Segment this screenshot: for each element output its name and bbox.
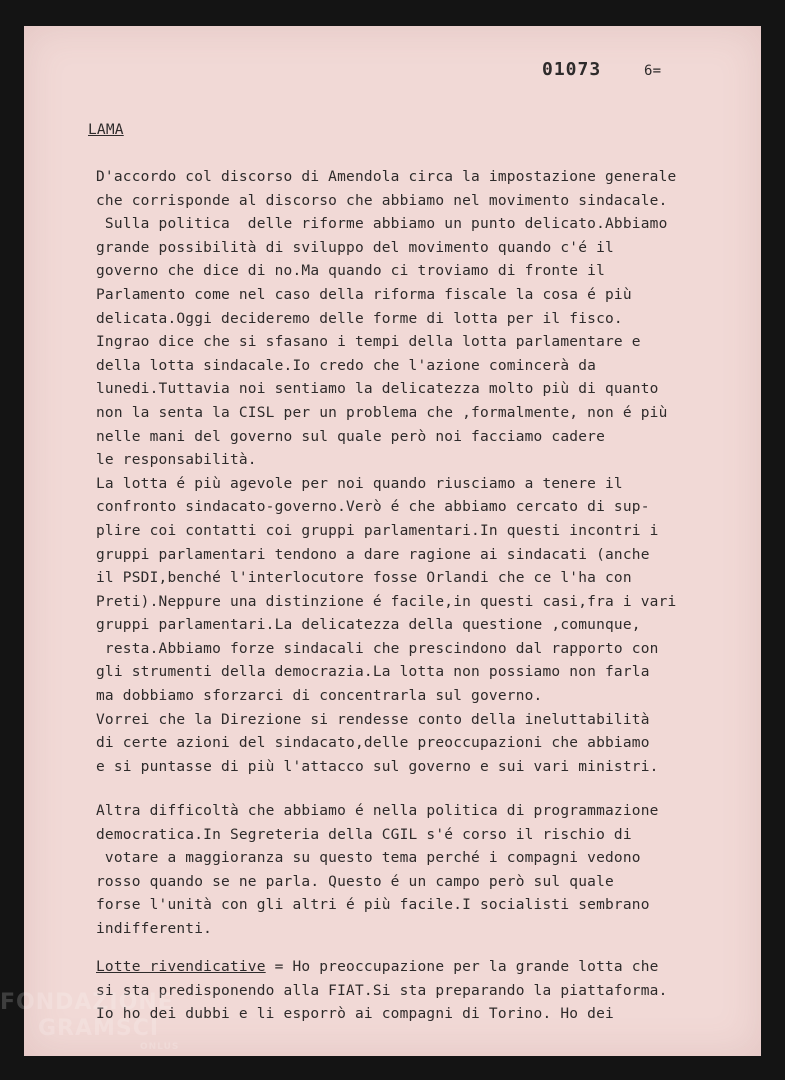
text-line: che corrisponde al discorso che abbiamo nel movimento sindacale. — [96, 192, 668, 209]
text-line: gruppi parlamentari tendono a dare ragione ai sindacati (anche — [96, 546, 650, 563]
text-line: resta.Abbiamo forze sindacali che prescindono dal rapporto con — [96, 640, 659, 657]
text-line: La lotta é più agevole per noi quando riusciamo a tenere il — [96, 475, 623, 492]
text-line: Ingrao dice che si sfasano i tempi della lotta parlamentare e — [96, 334, 641, 351]
text-line: gli strumenti della democrazia.La lotta non possiamo non farla — [96, 664, 650, 681]
text-line: votare a maggioranza su questo tema perché i compagni vedono — [96, 850, 641, 867]
section-heading: Lotte rivendicative — [96, 959, 266, 975]
speaker-name: LAMA — [88, 122, 124, 138]
watermark-line-1: FONDAZIONE — [0, 990, 174, 1015]
text-line: e si puntasse di più l'attacco sul governo e sui vari ministri. — [96, 758, 659, 775]
text-line: ma dobbiamo sforzarci di concentrarla sul governo. — [96, 688, 543, 705]
paragraph-3 — [96, 956, 668, 1027]
text-line: si sta predisponendo alla FIAT.Si sta preparando la piattaforma. — [96, 982, 668, 999]
text-line: rosso quando se ne parla. Questo é un campo però sul quale — [96, 873, 614, 890]
text-line: Parlamento come nel caso della riforma fiscale la cosa é più — [96, 286, 632, 303]
text-line: lunedi.Tuttavia noi sentiamo la delicatezza molto più di quanto — [96, 381, 659, 398]
text-line: D'accordo col discorso di Amendola circa la impostazione generale — [96, 169, 677, 185]
text-line: democratica.In Segreteria della CGIL s'é corso il rischio di — [96, 826, 632, 843]
text-line: della lotta sindacale.Io credo che l'azione comincerà da — [96, 357, 597, 374]
text-line: Preti).Neppure una distinzione é facile,in questi casi,fra i vari — [96, 593, 677, 610]
text-line: Altra difficoltà che abbiamo é nella politica di programmazione — [96, 803, 659, 819]
text-line: non la senta la CISL per un problema che ,formalmente, non é più — [96, 404, 668, 421]
text-line: confronto sindacato-governo.Verò é che abbiamo cercato di sup- — [96, 499, 650, 516]
archive-watermark — [0, 990, 179, 1052]
text-line: Io ho dei dubbi e li esporrò ai compagni di Torino. Ho dei — [96, 1006, 614, 1023]
text-line: gruppi parlamentari.La delicatezza della questione ,comunque, — [96, 617, 641, 634]
text-line: forse l'unità con gli altri é più facile.I socialisti sembrano — [96, 897, 650, 914]
text-line: Vorrei che la Direzione si rendesse conto della ineluttabilità — [96, 711, 650, 728]
text-line: governo che dice di no.Ma quando ci troviamo di fronte il — [96, 263, 605, 280]
watermark-line-2: GRAMSCI — [38, 1016, 160, 1041]
text-line: indifferenti. — [96, 920, 213, 937]
heading-line-rest: = Ho preoccupazione per la grande lotta che — [265, 959, 659, 975]
text-line — [96, 956, 668, 980]
text-line: il PSDI,benché l'interlocutore fosse Orlandi che ce l'ha con — [96, 570, 632, 587]
text-line: delicata.Oggi decideremo delle forme di lotta per il fisco. — [96, 310, 623, 327]
text-line: di certe azioni del sindacato,delle preoccupazioni che abbiamo — [96, 735, 650, 752]
text-line: grande possibilità di sviluppo del movimento quando c'é il — [96, 239, 614, 256]
text-line: plire coi contatti coi gruppi parlamentari.In questi incontri i — [96, 522, 659, 539]
page-mark: 6= — [644, 63, 662, 79]
document-page — [24, 26, 761, 1056]
text-line: Sulla politica delle riforme abbiamo un punto delicato.Abbiamo — [96, 216, 668, 233]
text-line: le responsabilità. — [96, 452, 257, 469]
paragraph-1 — [96, 166, 676, 779]
text-line: nelle mani del governo sul quale però noi facciamo cadere — [96, 428, 605, 445]
paragraph-2 — [96, 800, 659, 942]
watermark-line-3: ONLUS — [140, 1042, 180, 1052]
document-number: 01073 — [542, 59, 602, 80]
